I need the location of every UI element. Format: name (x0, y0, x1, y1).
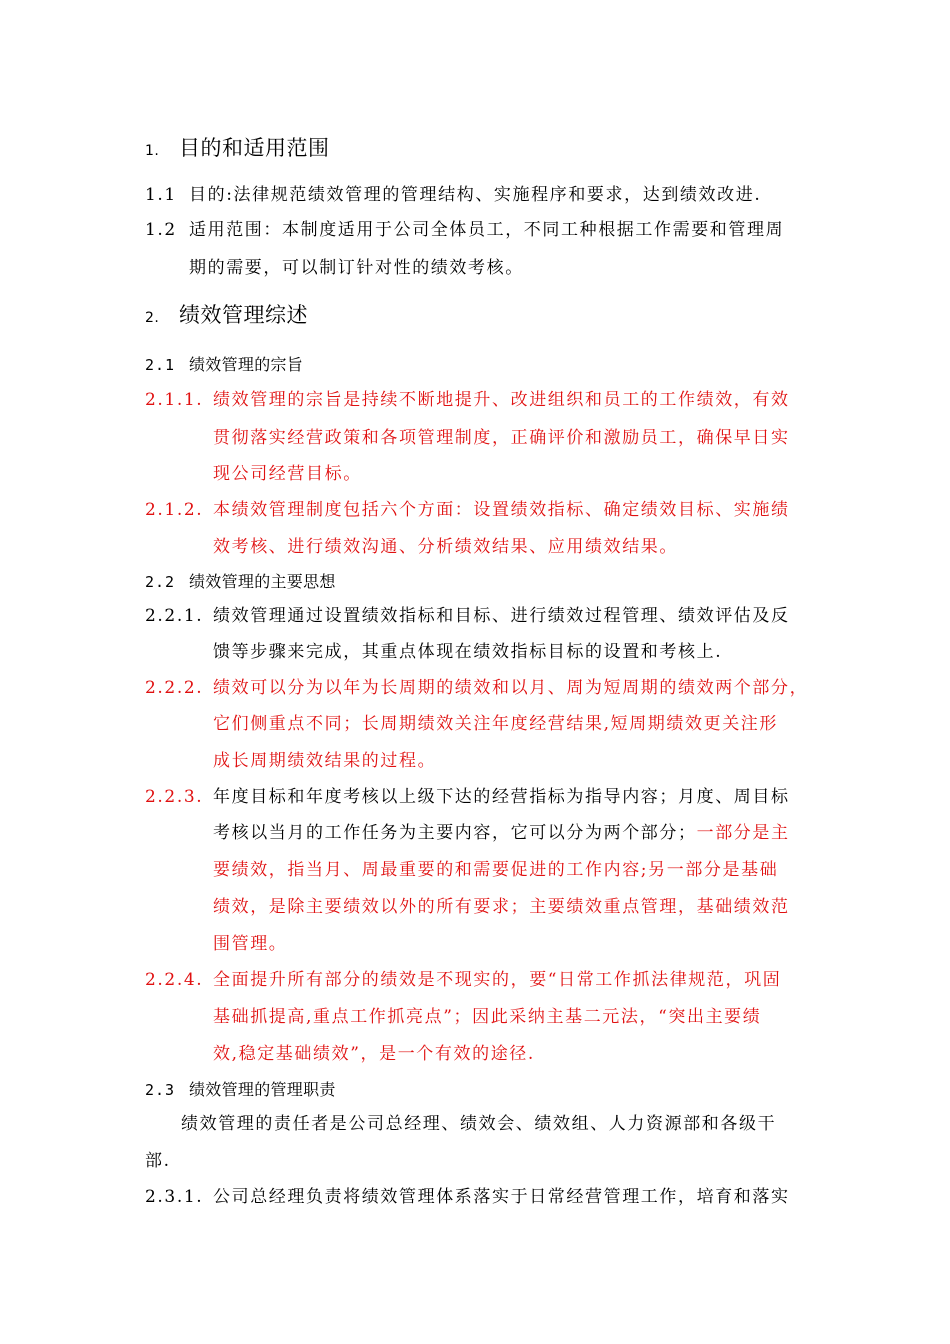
clause-number: 2.1.2. (145, 500, 204, 520)
clause-2-2-3-line5: 围管理。 (213, 934, 288, 954)
clause-2-1-2-line2: 效考核、进行绩效沟通、分析绩效结果、应用绩效结果。 (213, 537, 678, 557)
clause-2-1-1 (145, 390, 790, 410)
clause-text: 适用范围：本制度适用于公司全体员工，不同工种根据工作需要和管理周 (189, 220, 785, 240)
clause-1-2-continued: 期的需要，可以制订针对性的绩效考核。 (189, 258, 524, 278)
clause-2-3-1 (145, 1187, 790, 1207)
clause-2-2-1 (145, 606, 790, 626)
clause-1-1 (145, 185, 761, 205)
clause-text-red: 一部分是主 (696, 823, 790, 843)
section-number: 2. (145, 310, 160, 326)
clause-2-1-2 (145, 500, 790, 520)
section-title: 目的和适用范围 (179, 136, 330, 160)
section-2-heading (145, 305, 308, 328)
subsection-2-3-intro-line2: 部. (145, 1151, 171, 1171)
clause-number: 1.1 (145, 185, 177, 205)
clause-2-2-4 (145, 970, 781, 990)
clause-number: 2.2.2. (145, 678, 204, 698)
subsection-2-3-heading (145, 1080, 336, 1100)
clause-1-2 (145, 220, 784, 240)
clause-text: 年度目标和年度考核以上级下达的经营指标为指导内容；月度、周目标 (213, 787, 790, 807)
subsection-number: 2.2 (145, 573, 176, 591)
subsection-2-2-heading (145, 572, 336, 592)
clause-2-2-1-line2: 馈等步骤来完成，其重点体现在绩效指标目标的设置和考核上. (213, 642, 723, 662)
section-1-heading (145, 138, 330, 161)
subsection-title: 绩效管理的主要思想 (189, 572, 336, 591)
clause-2-2-2-line3: 成长周期绩效结果的过程。 (213, 751, 437, 771)
clause-2-2-4-line2: 基础抓提高,重点工作抓亮点”；因此采纳主基二元法，“突出主要绩 (213, 1007, 762, 1027)
clause-text: 绩效管理通过设置绩效指标和目标、进行绩效过程管理、绩效评估及反 (213, 606, 790, 626)
clause-number: 2.3.1. (145, 1187, 204, 1207)
subsection-2-1-heading (145, 355, 303, 375)
clause-number: 1.2 (145, 220, 177, 240)
clause-2-2-2 (145, 678, 808, 698)
clause-text: 公司总经理负责将绩效管理体系落实于日常经营管理工作，培育和落实 (213, 1187, 790, 1207)
clause-number: 2.2.4. (145, 970, 204, 990)
clause-number: 2.2.1. (145, 606, 204, 626)
clause-2-2-3-line4: 绩效，是除主要绩效以外的所有要求；主要绩效重点管理，基础绩效范 (213, 897, 790, 917)
clause-text: 目的:法律规范绩效管理的管理结构、实施程序和要求，达到绩效改进. (189, 185, 762, 205)
clause-text: 全面提升所有部分的绩效是不现实的，要“日常工作抓法律规范，巩固 (213, 970, 782, 990)
section-number: 1. (145, 143, 160, 159)
section-title: 绩效管理综述 (179, 303, 308, 327)
clause-2-2-3-line2 (213, 823, 790, 843)
clause-number: 2.2.3. (145, 787, 204, 807)
clause-2-2-2-line2: 它们侧重点不同；长周期绩效关注年度经营结果,短周期绩效更关注形 (213, 714, 779, 734)
clause-text: 绩效可以分为以年为长周期的绩效和以月、周为短周期的绩效两个部分， (213, 678, 809, 698)
subsection-title: 绩效管理的管理职责 (189, 1080, 336, 1099)
subsection-number: 2.1 (145, 356, 176, 374)
subsection-2-3-intro: 绩效管理的责任者是公司总经理、绩效会、绩效组、人力资源部和各级干 (181, 1114, 777, 1134)
clause-text: 本绩效管理制度包括六个方面：设置绩效指标、确定绩效目标、实施绩 (213, 500, 790, 520)
clause-2-2-4-line3: 效,稳定基础绩效”，是一个有效的途径. (213, 1044, 535, 1064)
clause-2-1-1-line2: 贯彻落实经营政策和各项管理制度，正确评价和激励员工，确保早日实 (213, 428, 790, 448)
clause-text: 绩效管理的宗旨是持续不断地提升、改进组织和员工的工作绩效，有效 (213, 390, 790, 410)
clause-2-1-1-line3: 现公司经营目标。 (213, 464, 362, 484)
clause-number: 2.1.1. (145, 390, 204, 410)
subsection-title: 绩效管理的宗旨 (189, 355, 304, 374)
clause-text-black: 考核以当月的工作任务为主要内容，它可以分为两个部分； (213, 823, 697, 843)
subsection-number: 2.3 (145, 1081, 176, 1099)
clause-2-2-3-line3: 要绩效，指当月、周最重要的和需要促进的工作内容;另一部分是基础 (213, 860, 779, 880)
clause-2-2-3 (145, 787, 790, 807)
